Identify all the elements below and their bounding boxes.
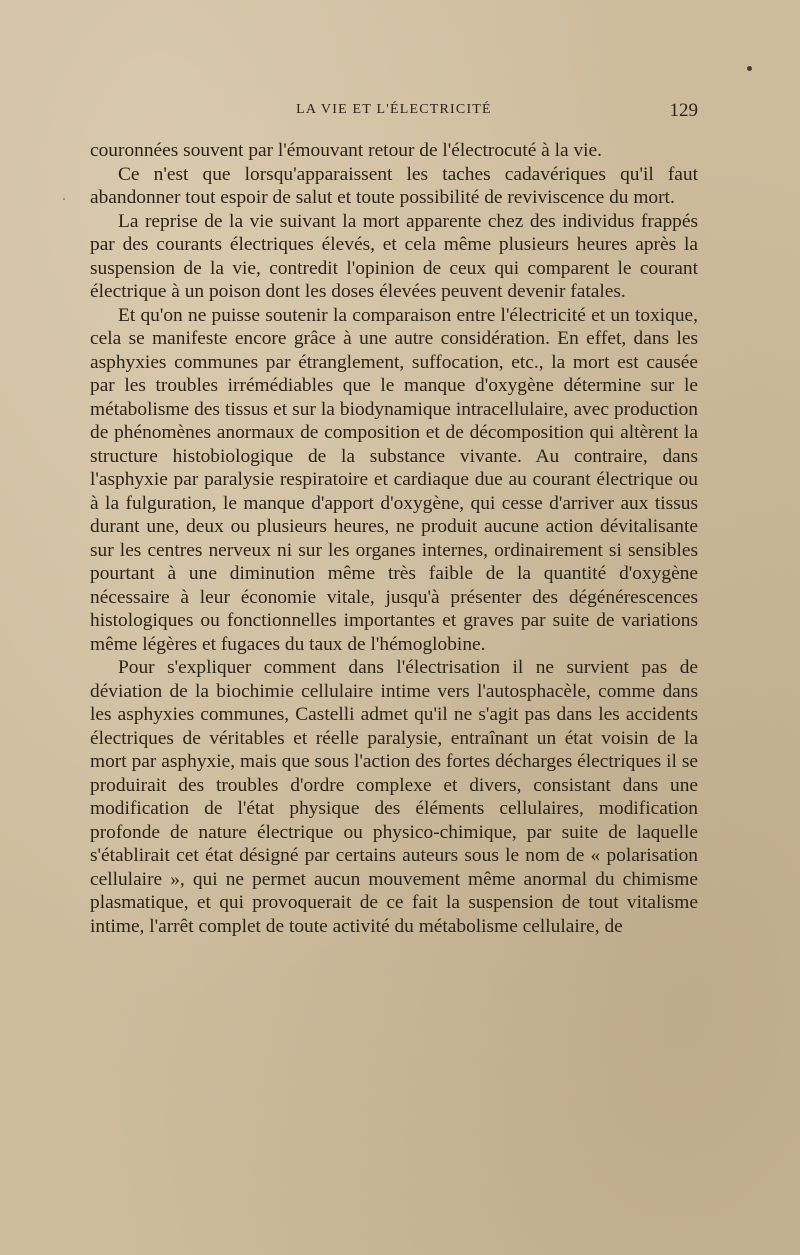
paragraph: Pour s'expliquer comment dans l'électrisation il ne survient pas de déviation de la biochimie cellulaire intime vers l'autosphacèle, comme dans les asphyxies communes, Castelli admet qu'il ne s'agit pas dans les accidents électriques de véritables et réelle paralysie, entraînant un état voisin de la mort par asphyxie, mais que sous l'action des fortes décharges électriques il se produirait des troubles d'ordre complexe et divers, consistant dans une modification de l'état physique des éléments cellulaires, modification profonde de nature électrique ou physico-chimique, par suite de laquelle s'établirait cet état désigné par certains auteurs sous le nom de « polarisation cellulaire », qui ne permet aucun mouvement même anormal du chimisme plasmatique, et qui provoquerait de ce fait la suspension de tout vitalisme intime, l'arrêt complet de toute activité du métabolisme cellulaire, de [90, 657, 698, 937]
paragraph: Ce n'est que lorsqu'apparaissent les taches cadavériques qu'il faut abandonner tout espoir de salut et toute possibilité de reviviscence du mort. [90, 163, 698, 208]
paragraph: Et qu'on ne puisse soutenir la comparaison entre l'électricité et un toxique, cela se manifeste encore grâce à une autre considération. En effet, dans les asphyxies communes par étranglement, suffocation, etc., la mort est causée par les troubles irrémédiables que le manque d'oxygène détermine sur le métabolisme des tissus et sur la biodynamique intracellulaire, avec production de phénomènes anormaux de composition et de décomposition qui altèrent la structure histobiologique de la substance vivante. Au contraire, dans l'asphyxie par paralysie respiratoire et cardiaque due au courant électrique ou à la fulguration, le manque d'apport d'oxygène, qui cesse d'arriver aux tissus durant une, deux ou plusieurs heures, ne produit aucune action dévitalisante sur les centres nerveux ni sur les organes internes, ordinairement si sensibles pourtant à une diminution même très faible de la quantité d'oxygène nécessaire à leur économie vitale, jusqu'à présenter des dégénérescences histologiques ou fonctionnelles importantes et graves par suite de variations même légères et fugaces du taux de l'hémoglobine. [90, 304, 698, 655]
body-text [90, 139, 698, 938]
running-title: LA VIE ET L'ÉLECTRICITÉ [296, 102, 492, 117]
paper-speck [63, 198, 65, 200]
paragraph: La reprise de la vie suivant la mort apparente chez des individus frappés par des courants électriques élevés, et cela même plusieurs heures après la suspension de la vie, contredit l'opinion de ceux qui comparent le courant électrique à un poison dont les doses élevées peuvent devenir fatales. [90, 210, 698, 302]
paper-speck [565, 240, 567, 242]
paragraph: couronnées souvent par l'émouvant retour de l'électrocuté à la vie. [90, 140, 603, 161]
running-head [90, 100, 698, 124]
page-number: 129 [669, 100, 698, 121]
paper-speck [747, 66, 752, 71]
